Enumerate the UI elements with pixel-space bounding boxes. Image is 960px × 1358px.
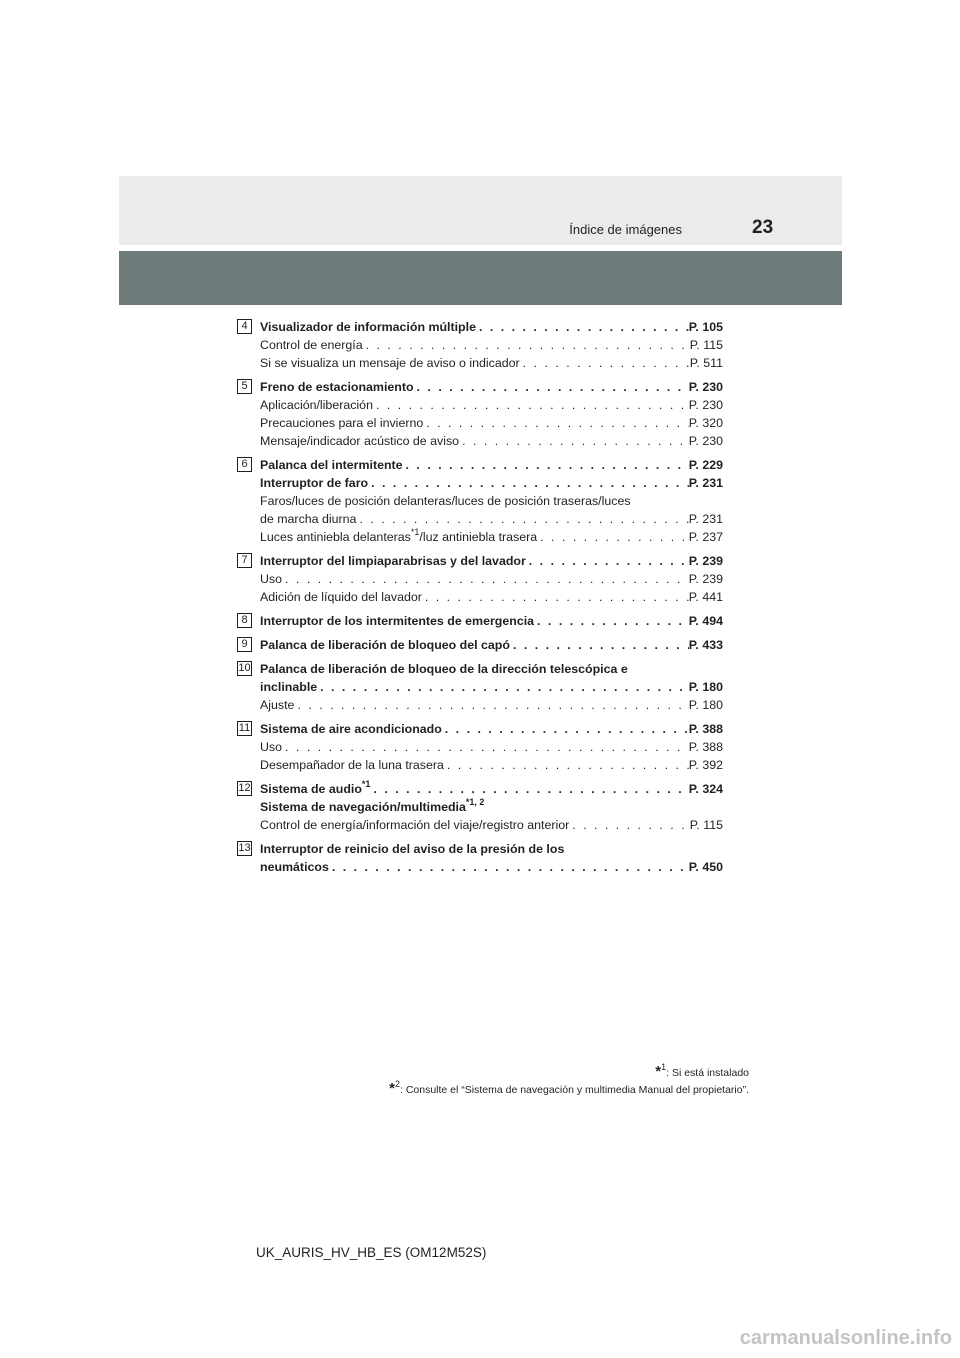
table-of-contents: [237, 318, 723, 882]
footnote-2: [389, 1081, 749, 1098]
toc-entry[interactable]: [260, 588, 723, 606]
dot-leader: [373, 396, 689, 414]
entry-label: [260, 494, 631, 508]
dot-leader: [476, 318, 689, 336]
toc-entry[interactable]: [260, 720, 723, 738]
entry-label: [260, 432, 459, 450]
toc-group: [237, 780, 723, 834]
entry-label: [260, 816, 569, 834]
entry-label-text: Palanca de liberación de bloqueo del capó: [260, 638, 510, 652]
entry-label: [260, 414, 423, 432]
entry-label-text: Visualizador de información múltiple: [260, 320, 476, 334]
entry-label-text: Desempañador de la luna trasera: [260, 758, 444, 772]
toc-group: [237, 840, 723, 876]
toc-entry[interactable]: [260, 570, 723, 588]
footnote-ref: *1, 2: [465, 797, 485, 807]
dot-leader: [444, 756, 689, 774]
entry-label: [260, 336, 363, 354]
page-reference: P. 324: [688, 782, 723, 796]
page-reference: P. 237: [688, 530, 723, 544]
entry-label-text: Faros/luces de posición delanteras/luces de posición traseras/luces: [260, 494, 631, 508]
callout-number: 7: [237, 553, 252, 568]
toc-entry[interactable]: [260, 414, 723, 432]
entry-label-text: Interruptor de reinicio del aviso de la presión de los: [260, 842, 565, 856]
toc-entry[interactable]: [260, 798, 723, 816]
dot-leader: [282, 738, 689, 756]
entry-label: [260, 318, 476, 336]
entry-label-text: Luces antiniebla delanteras: [260, 530, 411, 544]
page-reference: P. 115: [689, 818, 723, 832]
toc-entry[interactable]: [260, 432, 723, 450]
entry-label-text: Palanca del intermitente: [260, 458, 403, 472]
page-reference: P. 231: [688, 476, 723, 490]
toc-entry[interactable]: [260, 318, 723, 336]
entry-label: [260, 396, 373, 414]
toc-group: [237, 612, 723, 630]
dot-leader: [510, 636, 689, 654]
entry-label-text: Sistema de aire acondicionado: [260, 722, 442, 736]
entry-label: [260, 612, 534, 630]
entry-label-text: Mensaje/indicador acústico de aviso: [260, 434, 460, 448]
callout-number: 5: [237, 379, 252, 394]
toc-entry[interactable]: [260, 378, 723, 396]
toc-entry[interactable]: [260, 738, 723, 756]
toc-entry[interactable]: [260, 528, 723, 546]
page-reference: P. 494: [688, 614, 723, 628]
dot-leader: [370, 780, 688, 798]
entry-label: [260, 636, 510, 654]
toc-entry[interactable]: [260, 858, 723, 876]
page-reference: P. 229: [688, 458, 723, 472]
toc-entry[interactable]: [260, 636, 723, 654]
dot-leader: [569, 816, 689, 834]
callout-number: 4: [237, 319, 252, 334]
entry-label-text: Adición de líquido del lavador: [260, 590, 422, 604]
callout-number: 11: [238, 722, 251, 734]
entry-label-text: Palanca de liberación de bloqueo de la dirección telescópica e: [260, 662, 628, 676]
toc-entry[interactable]: [260, 816, 723, 834]
entry-label-text: Aplicación/liberación: [260, 398, 373, 412]
callout-number: 12: [238, 782, 251, 794]
dot-leader: [534, 612, 689, 630]
toc-entry[interactable]: [260, 492, 723, 510]
entry-label: [260, 552, 526, 570]
entry-label: [260, 696, 294, 714]
page-reference: P. 441: [688, 590, 723, 604]
footnotes: [389, 1064, 749, 1098]
dot-leader: [414, 378, 689, 396]
callout-number: 13: [238, 842, 251, 854]
footnote-mark: *: [655, 1063, 662, 1080]
page-reference: P. 115: [689, 338, 723, 352]
toc-entry[interactable]: [260, 660, 723, 678]
entry-label-text: Sistema de audio: [260, 782, 362, 796]
page-reference: P. 392: [688, 758, 723, 772]
entry-label: [260, 780, 370, 798]
dot-leader: [368, 474, 689, 492]
dot-leader: [520, 354, 690, 372]
entry-label: [260, 510, 356, 528]
dot-leader: [526, 552, 689, 570]
toc-entry[interactable]: [260, 780, 723, 798]
entry-label-text: Sistema de navegación/multimedia: [260, 800, 466, 814]
toc-group: [237, 378, 723, 450]
entry-label: [260, 456, 403, 474]
entry-label: [260, 354, 520, 372]
toc-group: [237, 456, 723, 546]
dot-leader: [537, 528, 689, 546]
entry-label-text: Interruptor del limpiaparabrisas y del lavador: [260, 554, 526, 568]
dot-leader: [423, 414, 689, 432]
entry-label: [260, 662, 628, 676]
section-title: Índice de imágenes: [569, 222, 682, 237]
callout-number: 8: [237, 613, 252, 628]
document-code: UK_AURIS_HV_HB_ES (OM12M52S): [256, 1245, 487, 1260]
entry-label-text: de marcha diurna: [260, 512, 357, 526]
footnote-mark: *: [389, 1080, 395, 1097]
page-reference: P. 230: [688, 434, 723, 448]
page-reference: P. 105: [688, 320, 723, 334]
toc-entry[interactable]: [260, 396, 723, 414]
footnote-ref: *1: [361, 779, 371, 789]
entry-label: [260, 474, 368, 492]
footnote-number: 2: [394, 1079, 400, 1089]
toc-entry[interactable]: [260, 474, 723, 492]
entry-label: [260, 842, 564, 856]
page-reference: P. 239: [688, 572, 723, 586]
entry-label: [260, 858, 329, 876]
dot-leader: [403, 456, 689, 474]
entry-label: [260, 797, 485, 814]
footnote-text: : Si está instalado: [666, 1067, 749, 1079]
callout-number: 6: [237, 457, 252, 472]
callout-number: 9: [237, 637, 252, 652]
entry-label-text: Control de energía: [260, 338, 363, 352]
page-reference: P. 450: [688, 860, 723, 874]
entry-label-text: Si se visualiza un mensaje de aviso o indicador: [260, 356, 520, 370]
entry-label-text: Control de energía/información del viaje/registro anterior: [260, 818, 570, 832]
dot-leader: [422, 588, 689, 606]
entry-label-text: Precauciones para el invierno: [260, 416, 424, 430]
entry-label: [260, 678, 317, 696]
entry-label-text: inclinable: [260, 680, 318, 694]
page-reference: P. 230: [688, 398, 723, 412]
toc-entry[interactable]: [260, 510, 723, 528]
entry-label-text: Interruptor de los intermitentes de emergencia: [260, 614, 535, 628]
entry-label-text: Interruptor de faro: [260, 476, 369, 490]
page-reference: P. 388: [688, 740, 723, 754]
toc-entry[interactable]: [260, 678, 723, 696]
page-reference: P. 180: [688, 680, 723, 694]
toc-group: [237, 636, 723, 654]
dot-leader: [329, 858, 689, 876]
toc-entry[interactable]: [260, 552, 723, 570]
page-reference: P. 180: [688, 698, 723, 712]
footnote-1: [389, 1064, 749, 1081]
dot-leader: [282, 570, 689, 588]
page-reference: P. 433: [688, 638, 723, 652]
dot-leader: [317, 678, 689, 696]
toc-entry[interactable]: [260, 696, 723, 714]
entry-label: [260, 378, 414, 396]
toc-group: [237, 552, 723, 606]
header-band-dark: [119, 251, 842, 305]
entry-label-text: /luz antiniebla trasera: [419, 530, 538, 544]
entry-label: [260, 570, 282, 588]
footnote-text: : Consulte el “Sistema de navegación y multimedia Manual del propietario”.: [399, 1084, 749, 1096]
page-number: 23: [752, 217, 774, 238]
entry-label-text: Uso: [260, 572, 283, 586]
dot-leader: [459, 432, 689, 450]
page-reference: P. 231: [688, 512, 723, 526]
entry-label-text: Freno de estacionamiento: [260, 380, 414, 394]
page-reference: P. 320: [688, 416, 723, 430]
entry-label: [260, 756, 444, 774]
dot-leader: [363, 336, 690, 354]
toc-group: [237, 720, 723, 774]
watermark: carmanualsonline.info: [739, 1327, 952, 1349]
entry-label-text: Ajuste: [260, 698, 295, 712]
entry-label-text: neumáticos: [260, 860, 329, 874]
page-reference: P. 511: [689, 356, 723, 370]
callout-number: 10: [238, 662, 251, 674]
entry-label: [260, 528, 537, 546]
entry-label: [260, 738, 282, 756]
page-reference: P. 239: [688, 554, 723, 568]
entry-label-text: Uso: [260, 740, 283, 754]
toc-entry[interactable]: [260, 456, 723, 474]
page-reference: P. 388: [688, 722, 723, 736]
header-band-light: [119, 176, 842, 245]
toc-entry[interactable]: [260, 354, 723, 372]
toc-entry[interactable]: [260, 756, 723, 774]
toc-entry[interactable]: [260, 612, 723, 630]
entry-label: [260, 588, 422, 606]
toc-group: [237, 660, 723, 714]
dot-leader: [356, 510, 688, 528]
footnote-ref: *1: [410, 527, 420, 537]
dot-leader: [442, 720, 689, 738]
toc-group: [237, 318, 723, 372]
entry-label: [260, 720, 442, 738]
footnote-number: 1: [661, 1062, 667, 1072]
toc-entry[interactable]: [260, 840, 723, 858]
page-reference: P. 230: [688, 380, 723, 394]
dot-leader: [294, 696, 688, 714]
toc-entry[interactable]: [260, 336, 723, 354]
